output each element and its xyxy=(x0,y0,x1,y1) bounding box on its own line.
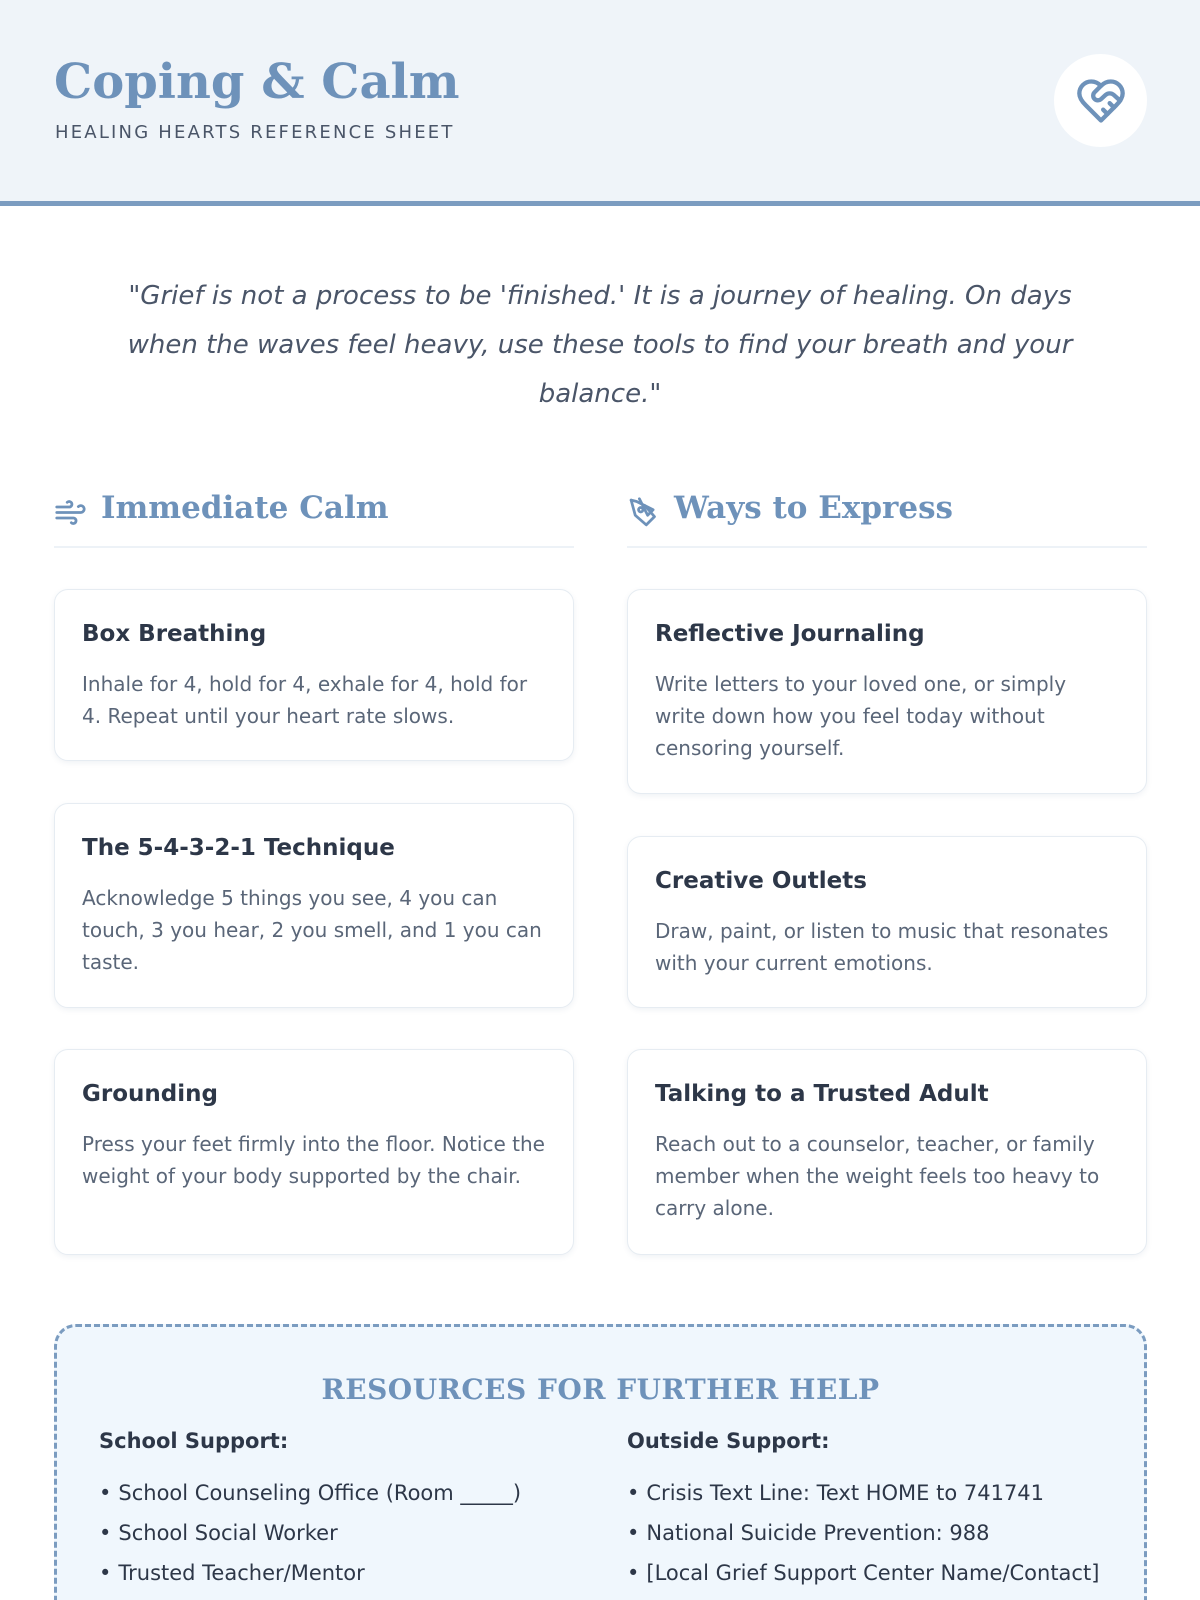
list-item: • National Suicide Prevention: 988 xyxy=(627,1513,1127,1553)
card-title: Reflective Journaling xyxy=(655,621,925,647)
list-item: • Trusted Teacher/Mentor xyxy=(99,1553,599,1593)
card-text: Inhale for 4, hold for 4, exhale for 4, hold for 4. Repeat until your heart rate slows. xyxy=(82,672,528,728)
card-text: Acknowledge 5 things you see, 4 you can touch, 3 you hear, 2 you smell, and 1 you can taste. xyxy=(82,886,542,974)
intro-quote: "Grief is not a process to be 'finished.' It is a journey of healing. On days when the waves feel heavy, use these tools to find your breath and your balance." xyxy=(127,281,1073,409)
section-heading-text: Immediate Calm xyxy=(101,490,389,526)
school-support-list xyxy=(99,1473,599,1593)
card-54321-technique xyxy=(54,803,574,1008)
card-title: Talking to a Trusted Adult xyxy=(655,1081,989,1107)
card-title: Creative Outlets xyxy=(655,868,867,894)
card-text: Press your feet firmly into the floor. Notice the weight of your body supported by the chair. xyxy=(82,1132,545,1188)
resources-title: RESOURCES FOR FURTHER HELP xyxy=(321,1373,880,1406)
card-title: Grounding xyxy=(82,1081,218,1107)
section-heading-immediate-calm xyxy=(54,488,574,548)
card-reflective-journaling xyxy=(627,589,1147,794)
page-subtitle: HEALING HEARTS REFERENCE SHEET xyxy=(55,122,455,143)
school-support-column xyxy=(99,1427,599,1593)
card-grounding xyxy=(54,1049,574,1255)
list-item: • [Local Grief Support Center Name/Contact] xyxy=(627,1553,1127,1593)
outside-support-column xyxy=(627,1427,1127,1593)
pen-nib-icon xyxy=(627,496,660,529)
section-heading-ways-to-express xyxy=(627,488,1147,548)
heart-handshake-icon xyxy=(1075,75,1127,127)
outside-support-list xyxy=(627,1473,1127,1593)
card-title: Box Breathing xyxy=(82,621,267,647)
resources-box xyxy=(54,1324,1147,1600)
page-title: Coping & Calm xyxy=(54,54,460,110)
list-item: • School Social Worker xyxy=(99,1513,599,1553)
outside-support-title: Outside Support: xyxy=(627,1429,830,1453)
card-title: The 5-4-3-2-1 Technique xyxy=(82,835,395,861)
wind-icon xyxy=(54,496,87,529)
card-text: Reach out to a counselor, teacher, or family member when the weight feels too heavy to carry alone. xyxy=(655,1132,1100,1220)
logo-badge xyxy=(1054,54,1147,147)
list-item: • Crisis Text Line: Text HOME to 741741 xyxy=(627,1473,1127,1513)
card-text: Draw, paint, or listen to music that resonates with your current emotions. xyxy=(655,919,1109,975)
card-talking-trusted-adult xyxy=(627,1049,1147,1255)
page-header xyxy=(0,0,1200,206)
section-heading-text: Ways to Express xyxy=(674,490,953,526)
school-support-title: School Support: xyxy=(99,1429,289,1453)
list-item: • School Counseling Office (Room _____) xyxy=(99,1473,599,1513)
card-box-breathing xyxy=(54,589,574,761)
card-creative-outlets xyxy=(627,836,1147,1008)
card-text: Write letters to your loved one, or simply write down how you feel today without censoring yourself. xyxy=(655,672,1067,760)
